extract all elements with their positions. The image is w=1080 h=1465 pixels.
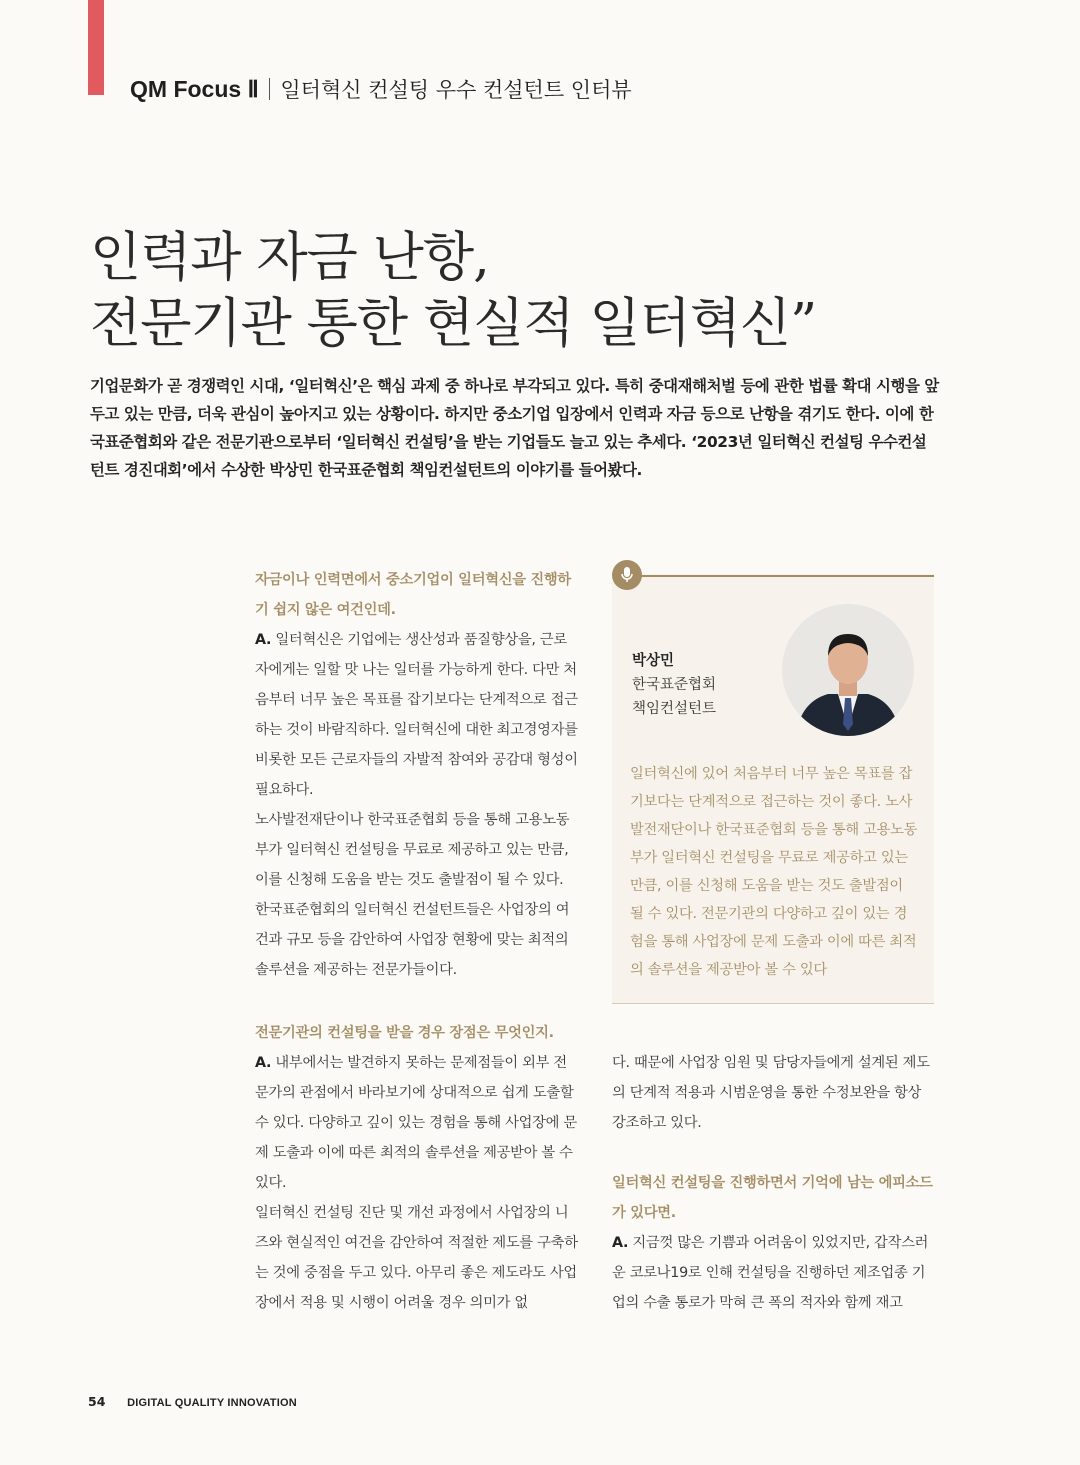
profile-top-rule [632,575,934,577]
article-title-line-2: 전문기관 통한 현실적 일터혁신” [90,293,817,354]
interview-column-2-continued [612,1048,934,1138]
interview-column-1 [255,565,580,985]
answer-2-continuation: 다. 때문에 사업장 임원 및 담당자들에게 설계된 제도의 단계적 적용과 시범운영을 통한 수정보완을 항상 강조하고 있다. [612,1055,930,1131]
answer-marker: A. [612,1235,629,1251]
interviewee-profile-box [612,574,934,1004]
answer-1-text-1: 일터혁신은 기업에는 생산성과 품질향상을, 근로자에게는 일할 맛 나는 일터를 가능하게 한다. 다만 처음부터 너무 높은 목표를 잡기보다는 단계적으로 접근하는 것이 바람직하다. 일터혁신에 대한 최고경영자를 비롯한 모든 근로자들의 자발적 참여와 공감대 형성이 필요하다. [255,632,578,798]
article-title-line-1: 인력과 자금 난항, [90,227,489,288]
answer-marker: A. [255,632,272,648]
answer-3-paragraph-1 [612,1228,934,1318]
lead-text: 기업문화가 곧 경쟁력인 시대, ‘일터혁신’은 핵심 과제 중 하나로 부각되고 있다. 특히 중대재해처벌 등에 관한 법률 확대 시행을 앞두고 있는 만큼, 더욱 관심이 높아지고 있는 상황이다. 하지만 중소기업 입장에서 인력과 자금 등으로 난항을 겪기도 한다. 이에 한국표준협회와 같은 전문기관으로부터 ‘일터혁신 컨설팅’을 받는 기업들도 늘고 있는 추세다. ‘2023년 일터혁신 컨설팅 우수컨설턴트 경진대회’에서 수상한 박상민 한국표준협회 책임컨설턴트의 이야기를 들어봤다. [90,377,939,479]
answer-2-text-1: 내부에서는 발견하지 못하는 문제점들이 외부 전문가의 관점에서 바라보기에 상대적으로 쉽게 도출할 수 있다. 다양하고 깊이 있는 경험을 통해 사업장에 문제 도출과 이에 따른 최적의 솔루션을 제공받아 볼 수 있다. [255,1055,577,1191]
accent-bar [88,0,104,95]
section-header [130,74,632,104]
section-brand: QM Focus Ⅱ [130,75,259,102]
answer-3-text-1: 지금껏 많은 기쁨과 어려움이 있었지만, 갑작스러운 코로나19로 인해 컨설팅을 진행하던 제조업종 기업의 수출 통로가 막혀 큰 폭의 적자와 함께 재고 [612,1235,929,1311]
pull-quote: 일터혁신에 있어 처음부터 너무 높은 목표를 잡기보다는 단계적으로 접근하는 것이 좋다. 노사발전재단이나 한국표준협회 등을 통해 고용노동부가 일터혁신 컨설팅을 무료로 제공하고 있는 만큼, 이를 신청해 도움을 받는 것도 출발점이 될 수 있다. 전문기관의 다양하고 깊이 있는 경험을 통해 사업장에 문제 도출과 이에 따른 최적의 솔루션을 제공받아 볼 수 있다 [630,766,918,978]
interviewee-role: 책임컨설턴트 [632,701,717,717]
answer-1-paragraph-2: 노사발전재단이나 한국표준협회 등을 통해 고용노동부가 일터혁신 컨설팅을 무료로 제공하고 있는 만큼, 이를 신청해 도움을 받는 것도 출발점이 될 수 있다. 한국표준협회의 일터혁신 컨설턴트들은 사업장의 여건과 규모 등을 감안하여 사업장 현황에 맞는 최적의 솔루션을 제공하는 전문가들이다. [255,812,570,978]
interviewee-name: 박상민 [632,653,675,669]
interview-column-1-lower [255,1018,580,1318]
question-2: 전문기관의 컨설팅을 받을 경우 장점은 무엇인지. [255,1025,554,1041]
answer-2-paragraph-2: 일터혁신 컨설팅 진단 및 개선 과정에서 사업장의 니즈와 현실적인 여건을 감안하여 적절한 제도를 구축하는 것에 중점을 두고 있다. 아무리 좋은 제도라도 사업장에서 적용 및 시행이 어려울 경우 의미가 없 [255,1205,578,1311]
header-divider [269,78,271,100]
interview-column-2-lower [612,1168,934,1318]
page-footer [88,1394,297,1409]
lead-paragraph [90,372,940,484]
answer-marker: A. [255,1055,272,1071]
profile-bottom-rule [612,1003,934,1005]
microphone-icon [612,560,642,590]
interviewee-photo [782,604,914,736]
section-topic: 일터혁신 컨설팅 우수 컨설턴트 인터뷰 [280,78,632,102]
magazine-name: DIGITAL QUALITY INNOVATION [127,1397,297,1409]
interviewee-info [632,649,716,721]
answer-1-paragraph-1 [255,625,580,805]
article-title [90,225,816,357]
page-number: 54 [88,1394,106,1409]
question-1: 자금이나 인력면에서 중소기업이 일터혁신을 진행하기 쉽지 않은 여건인데. [255,572,571,618]
question-3: 일터혁신 컨설팅을 진행하면서 기억에 남는 에피소드가 있다면. [612,1175,933,1221]
answer-2-paragraph-1 [255,1048,580,1198]
interviewee-organization: 한국표준협회 [632,677,717,693]
